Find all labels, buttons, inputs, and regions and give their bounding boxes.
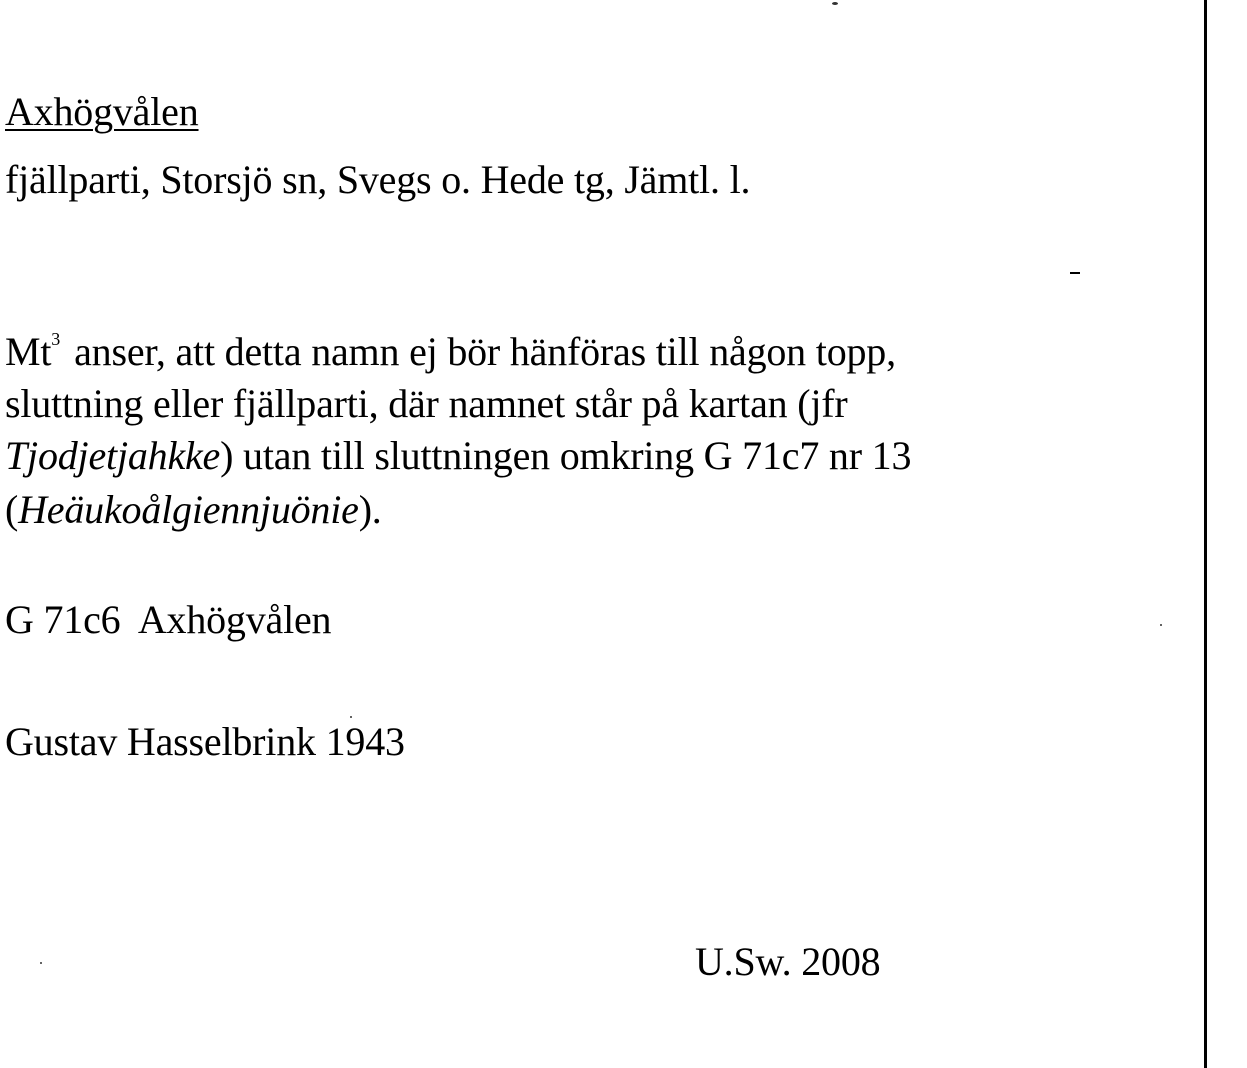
open-paren: ( <box>5 487 19 532</box>
source-abbreviation: Mt <box>5 329 52 374</box>
scan-mark <box>1070 272 1080 274</box>
paragraph-line-1 <box>5 329 896 374</box>
paragraph-text: anser, att detta namn ej bör hänföras till någon topp, <box>74 329 896 374</box>
place-name-italic: Tjodjetjahkke <box>5 433 221 478</box>
scan-edge-line <box>1204 0 1207 1068</box>
place-name-italic: Heäukoålgiennjuönie <box>18 487 359 532</box>
close-paren: ). <box>358 487 382 532</box>
scan-speck <box>1160 624 1162 626</box>
collector-line: Gustav Hasselbrink 1943 <box>5 719 405 764</box>
paragraph-line-2: sluttning eller fjällparti, där namnet står på kartan (jfr <box>5 381 848 426</box>
entry-description: fjällparti, Storsjö sn, Svegs o. Hede tg, Jämtl. l. <box>5 157 751 202</box>
paragraph-line-3 <box>5 433 912 478</box>
scan-speck <box>40 962 42 964</box>
paragraph-text: ) utan till sluttningen omkring G 71c7 nr 13 <box>220 433 912 478</box>
signature: U.Sw. 2008 <box>695 939 881 984</box>
scan-speck <box>832 2 838 5</box>
paragraph-line-4 <box>5 487 382 532</box>
entry-title: Axhögvålen <box>5 89 199 134</box>
scan-speck <box>350 716 352 718</box>
footnote-superscript: 3 <box>51 329 61 349</box>
map-reference: G 71c6 Axhögvålen <box>5 597 332 642</box>
